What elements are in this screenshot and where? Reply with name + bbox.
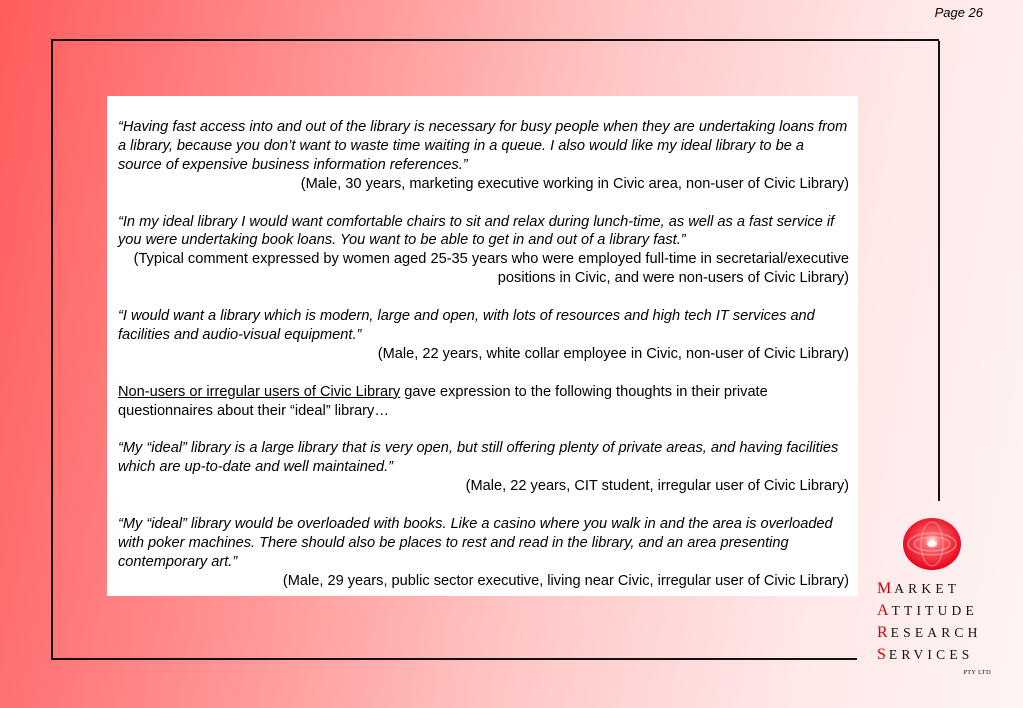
frame-bottom-line xyxy=(51,658,857,660)
intro-underlined-text: Non-users or irregular users of Civic Library xyxy=(118,383,401,400)
quote-attribution: (Male, 30 years, marketing executive working in Civic area, non-user of Civic Library) xyxy=(300,175,849,192)
quotes-panel xyxy=(107,96,858,596)
frame-top-line xyxy=(51,39,939,41)
logo-emblem-icon xyxy=(902,517,962,571)
intro-paragraph xyxy=(118,383,849,421)
quote-text: “In my ideal library I would want comfortable chairs to sit and relax during lunch-time, as well as a fast service if you were undertaking book loans. You want to be able to get in and out of a library fast.” xyxy=(118,213,835,249)
logo-wordmark xyxy=(877,578,982,666)
quote-block xyxy=(118,307,849,364)
quote-text: “My “ideal” library would be overloaded with books. Like a casino where you walk in and the area is overloaded with poker machines. There should also be places to rest and read in the library, and an area presenting contemporary art.” xyxy=(118,515,833,570)
page-number: Page 26 xyxy=(934,5,983,20)
logo-word-market: MARKET xyxy=(877,580,961,597)
quote-block xyxy=(118,439,849,496)
logo-word-attitude: ATTITUDE xyxy=(877,602,978,619)
logo-pty-ltd: PTY LTD xyxy=(963,669,991,676)
frame-left-line xyxy=(51,39,53,660)
quote-attribution: (Male, 29 years, public sector executive, living near Civic, irregular user of Civic Library) xyxy=(282,572,849,589)
quote-attribution: (Typical comment expressed by women aged 25-35 years who were employed full-time in secretarial/executive positions in Civic, and were non-users of Civic Library) xyxy=(133,251,849,287)
intro-text: gave expression to the following thoughts in their private questionnaires about their “ideal” library… xyxy=(118,383,768,419)
quote-text: “Having fast access into and out of the library is necessary for busy people when they are undertaking loans from a library, because you don’t want to waste time waiting in a queue. I also would like my ideal library to be a source of expensive business information references.” xyxy=(118,119,848,173)
quote-block xyxy=(118,118,849,194)
logo-word-services: SERVICES xyxy=(877,646,974,663)
quote-block xyxy=(118,213,849,289)
quote-text: “My “ideal” library is a large library that is very open, but still offering plenty of private areas, and having facilities which are up-to-date and well maintained.” xyxy=(118,440,839,476)
company-logo xyxy=(874,515,999,685)
logo-word-research: RESEARCH xyxy=(877,624,982,641)
frame-right-line xyxy=(938,41,940,501)
quote-text: “I would want a library which is modern, large and open, with lots of resources and high tech IT services and facilities and audio-visual equipment.” xyxy=(118,308,815,343)
quote-block xyxy=(118,515,849,591)
quote-attribution: (Male, 22 years, white collar employee in Civic, non-user of Civic Library) xyxy=(377,345,849,362)
quote-attribution: (Male, 22 years, CIT student, irregular user of Civic Library) xyxy=(465,478,849,495)
